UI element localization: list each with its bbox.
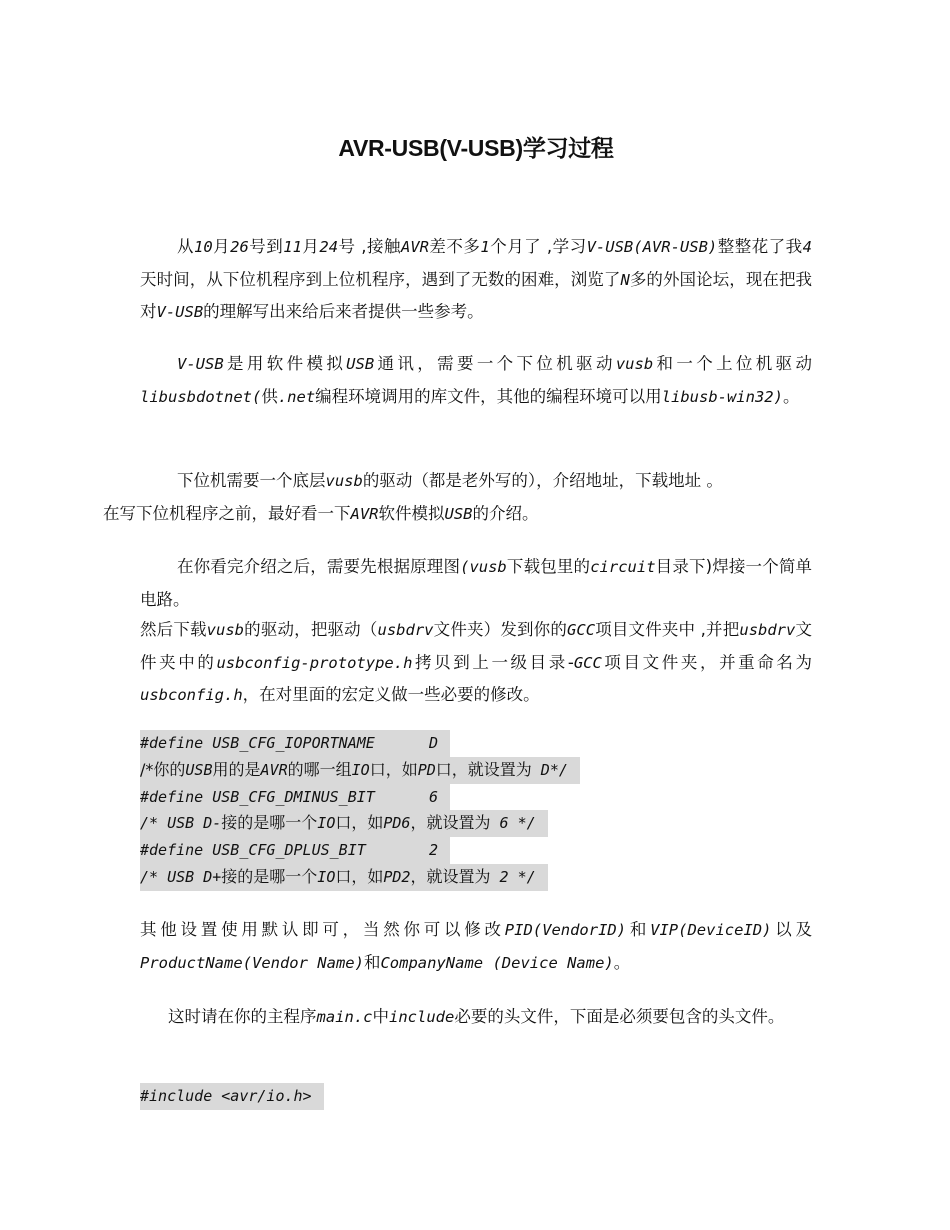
code-line: #define USB_CFG_DMINUS_BIT 6 (140, 784, 450, 811)
code-line: #define USB_CFG_IOPORTNAME D (140, 730, 450, 757)
code-line: /*你的USB用的是AVR的哪一组IO口，如PD口，就设置为 D*/ (140, 757, 580, 784)
document-title: AVR-USB(V-USB)学习过程 (338, 135, 614, 161)
paragraph-config: 然后下载vusb的驱动，把驱动（usbdrv文件夹）发到你的GCC项目文件夹中 ,并把usbdrv文件夹中的usbconfig-prototype.h拷贝到上一级目录-GCC项目文件夹，并重命名为usbconfig.h，在对里面的宏定义做一些必要的修改。 (140, 620, 813, 704)
paragraph-defaults: 其他设置使用默认即可，当然你可以修改PID(VendorID)和VIP(DeviceID)以及ProductName(Vendor Name)和CompanyName (Device Name)。 (140, 920, 812, 972)
paragraph-driver-links: 下位机需要一个底层vusb的驱动（都是老外写的），介绍地址，下载地址 。 在写下位机程序之前，最好看一下AVR软件模拟USB的介绍。 (103, 471, 723, 523)
code-line: /* USB D-接的是哪一个IO口，如PD6，就设置为 6 */ (140, 810, 548, 837)
paragraph-intro: 从10月26号到11月24号 ,接触AVR差不多1个月了 ,学习V-USB(AVR-USB)整整花了我4天时间，从下位机程序到上位机程序，遇到了无数的困难，浏览了N多的外国论坛，现在把我对V-USB的理解写出来给后来者提供一些参考。 (140, 237, 813, 321)
code-line: /* USB D+接的是哪一个IO口，如PD2，就设置为 2 */ (140, 864, 548, 891)
paragraph-includes: 这时请在你的主程序main.c中include必要的头文件，下面是必须要包含的头文件。 (168, 1007, 785, 1026)
code-block-usbconfig (140, 730, 580, 891)
paragraph-vusb-overview: V-USB是用软件模拟USB通讯，需要一个下位机驱动vusb和一个上位机驱动libusbdotnet(供.net编程环境调用的库文件，其他的编程环境可以用libusb-win32)。 (140, 354, 813, 406)
code-block-includes (140, 1083, 324, 1110)
code-line: #define USB_CFG_DPLUS_BIT 2 (140, 837, 450, 864)
paragraph-circuit: 在你看完介绍之后，需要先根据原理图(vusb下载包里的circuit目录下)焊接一个简单电路。 (140, 557, 813, 609)
code-line: #include <avr/io.h> (140, 1083, 324, 1110)
